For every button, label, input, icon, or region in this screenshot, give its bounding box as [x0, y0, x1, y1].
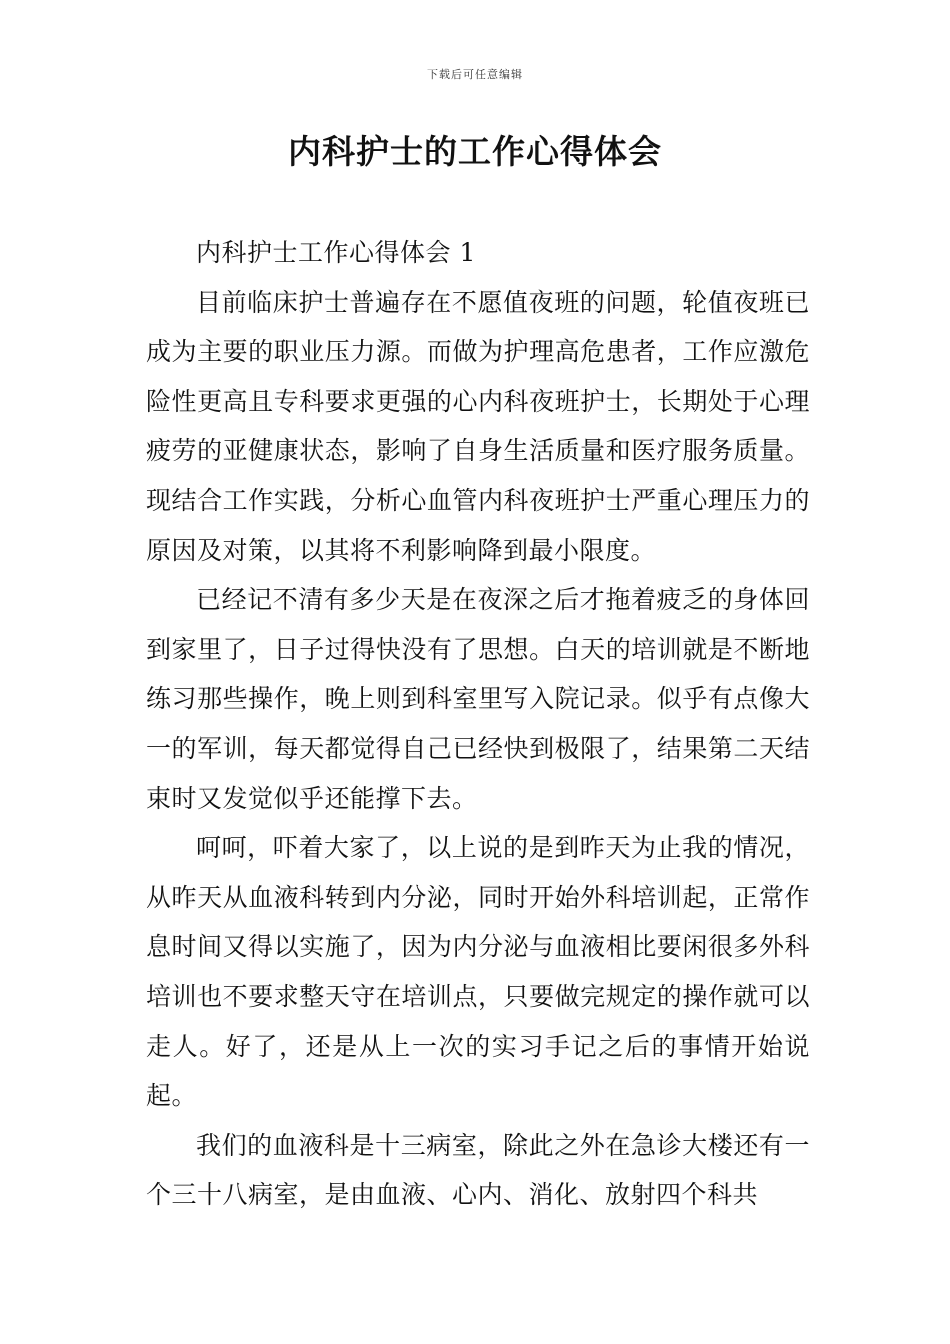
paragraph-2: 已经记不清有多少天是在夜深之后才拖着疲乏的身体回到家里了，日子过得快没有了思想。白天的培训就是不断地练习那些操作，晚上则到科室里写入院记录。似乎有点像大一的军训，每天都觉得自己已经快到极限了，结果第二天结束时又发觉似乎还能撑下去。	[146, 585, 810, 813]
section-heading: 内科护士工作心得体会 1	[196, 238, 476, 267]
document-body	[146, 228, 810, 1220]
document-title: 内科护士的工作心得体会	[288, 132, 662, 171]
paragraph-4: 我们的血液科是十三病室，除此之外在急诊大楼还有一个三十八病室，是由血液、心内、消化、放射四个科共	[146, 1130, 810, 1210]
paragraph-1: 目前临床护士普遍存在不愿值夜班的问题，轮值夜班已成为主要的职业压力源。而做为护理高危患者，工作应激危险性更高且专科要求更强的心内科夜班护士，长期处于心理疲劳的亚健康状态，影响了自身生活质量和医疗服务质量。现结合工作实践，分析心血管内科夜班护士严重心理压力的原因及对策，以其将不利影响降到最小限度。	[146, 287, 810, 565]
paragraph-3: 呵呵，吓着大家了，以上说的是到昨天为止我的情况，从昨天从血液科转到内分泌，同时开始外科培训起，正常作息时间又得以实施了，因为内分泌与血液相比要闲很多外科培训也不要求整天守在培训点，只要做完规定的操作就可以走人。好了，还是从上一次的实习手记之后的事情开始说起。	[146, 833, 810, 1111]
header-note: 下载后可任意编辑	[427, 68, 523, 81]
